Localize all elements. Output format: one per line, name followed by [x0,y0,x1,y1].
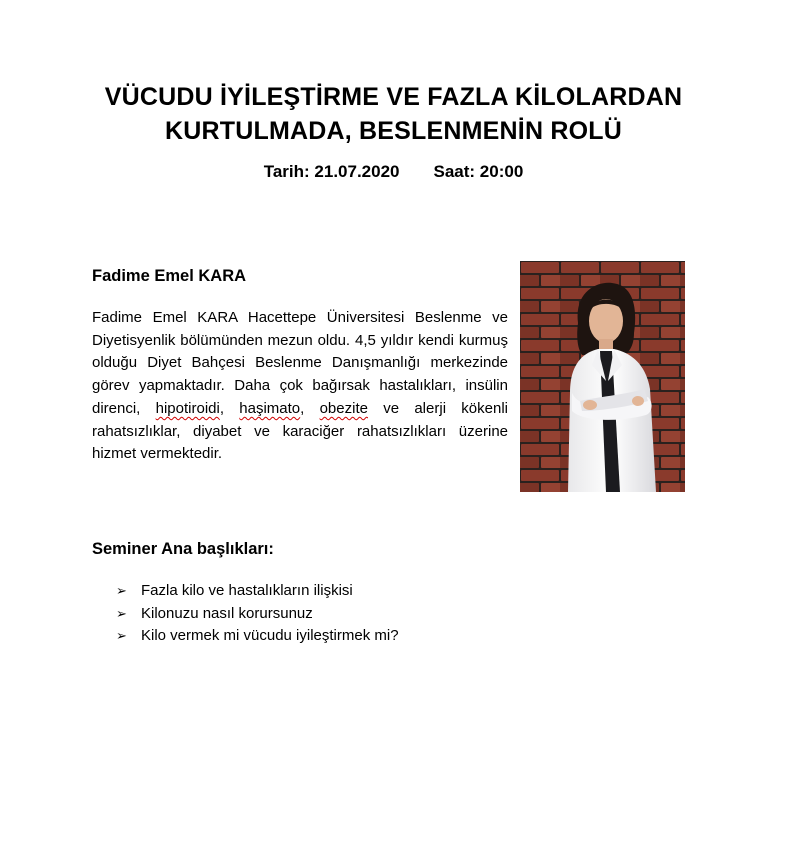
bio-term-hasimato: haşimato [239,399,301,417]
arrow-bullet-icon: ➢ [116,583,127,598]
speaker-photo [520,261,685,492]
list-item [116,603,399,626]
bio-sep-1: , [219,399,240,417]
bio-term-obezite: obezite [319,399,368,417]
event-time: Saat: 20:00 [433,162,524,181]
seminar-topics-list [116,580,399,648]
title-line-1: VÜCUDU İYİLEŞTİRME VE FAZLA KİLOLARDAN [104,83,683,111]
seminar-heading: Seminer Ana başlıkları: [92,540,274,558]
bio-text-2: ve alerji kökenli rahatsızlıklar, diyabet ve karaciğer rahatsızlıkları üzerine hizmet vermektedir. [92,399,508,463]
title-line-2: KURTULMADA, BESLENMENİN ROLÜ [165,117,622,145]
list-item [116,580,399,603]
page-title [0,80,787,148]
speaker-name: Fadime Emel KARA [92,267,247,285]
bio-sep-2: , [300,399,320,417]
date-time-line [0,160,787,184]
list-item [116,625,399,648]
bio-term-hipotiroidi: hipotiroidi [155,399,220,417]
topic-text: Kilonuzu nasıl korursunuz [141,604,313,622]
speaker-bio [92,307,508,466]
arrow-bullet-icon: ➢ [116,628,127,643]
arrow-bullet-icon: ➢ [116,605,127,621]
speaker-portrait-photo [520,261,685,492]
bio-text-1: Fadime Emel KARA Hacettepe Üniversitesi Beslenme ve Diyetisyenlik bölümünden mezun oldu. 4,5 yıldır kendi kurmuş olduğu Diyet Bahçesi Beslenme Danışmanlığı merkezinde görev yapmaktadır. Daha çok bağırsak hastalıkları, insülin direnci, [92,309,508,417]
topic-text: Kilo vermek mi vücudu iyileştirmek mi? [141,627,399,644]
topic-text: Fazla kilo ve hastalıkların ilişkisi [141,582,353,599]
event-date: Tarih: 21.07.2020 [263,162,400,181]
